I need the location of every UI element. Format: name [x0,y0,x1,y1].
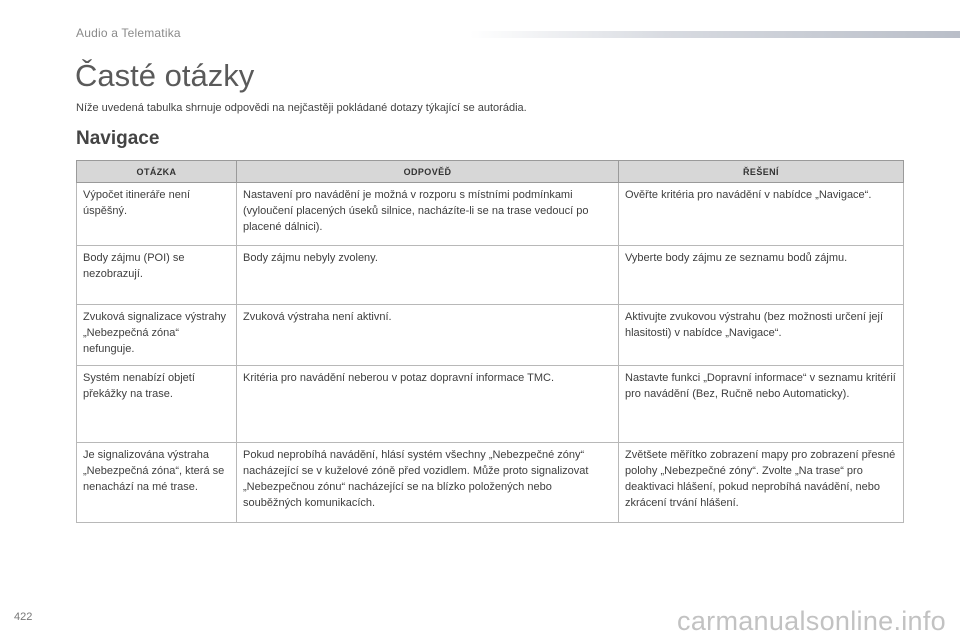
question-cell: Je signalizována výstraha „Nebezpečná zóna“, která se nenachází na mé trase. [77,443,237,523]
column-header-answer: ODPOVĚĎ [237,161,619,183]
page-title: Časté otázky [75,58,255,93]
solution-cell: Ověřte kritéria pro navádění v nabídce „Navigace“. [619,183,904,246]
column-header-solution: ŘEŠENÍ [619,161,904,183]
table-header-row [77,161,904,183]
answer-cell: Body zájmu nebyly zvoleny. [237,246,619,305]
answer-cell: Pokud neprobíhá navádění, hlásí systém všechny „Nebezpečné zóny“ nacházející se v kuželové zóně před vozidlem. Může proto signalizovat „Nebezpečnou zónu“ nacházející se na blízko položených nebo souběžných komunikacích. [237,443,619,523]
header-decorative-bar [470,31,960,38]
table-row [77,246,904,305]
question-cell: Systém nenabízí objetí překážky na trase. [77,366,237,443]
watermark: carmanualsonline.info [677,606,946,636]
solution-cell: Vyberte body zájmu ze seznamu bodů zájmu. [619,246,904,305]
section-title: Navigace [76,128,160,149]
table-row [77,183,904,246]
question-cell: Body zájmu (POI) se nezobrazují. [77,246,237,305]
faq-table [76,160,904,523]
header-section-title: Audio a Telematika [76,26,181,40]
table-row [77,305,904,366]
table-row [77,366,904,443]
solution-cell: Zvětšete měřítko zobrazení mapy pro zobrazení přesné polohy „Nebezpečné zóny“. Zvolte „Na trase“ pro deaktivaci hlášení, pokud neprobíhá navádění, nebo zkrácení trvání hlášení. [619,443,904,523]
answer-cell: Kritéria pro navádění neberou v potaz dopravní informace TMC. [237,366,619,443]
solution-cell: Aktivujte zvukovou výstrahu (bez možnosti určení její hlasitosti) v nabídce „Navigace“. [619,305,904,366]
question-cell: Výpočet itineráře není úspěšný. [77,183,237,246]
question-cell: Zvuková signalizace výstrahy „Nebezpečná zóna“ nefunguje. [77,305,237,366]
solution-cell: Nastavte funkci „Dopravní informace“ v seznamu kritérií pro navádění (Bez, Ručně nebo Automaticky). [619,366,904,443]
intro-text: Níže uvedená tabulka shrnuje odpovědi na nejčastěji pokládané dotazy týkající se autorádia. [76,102,527,114]
page-number: 422 [14,611,33,623]
answer-cell: Nastavení pro navádění je možná v rozporu s místními podmínkami (vyloučení placených úseků silnice, nacházíte-li se na trase vedoucí po placené dálnici). [237,183,619,246]
answer-cell: Zvuková výstraha není aktivní. [237,305,619,366]
column-header-question: OTÁZKA [77,161,237,183]
table-row [77,443,904,523]
